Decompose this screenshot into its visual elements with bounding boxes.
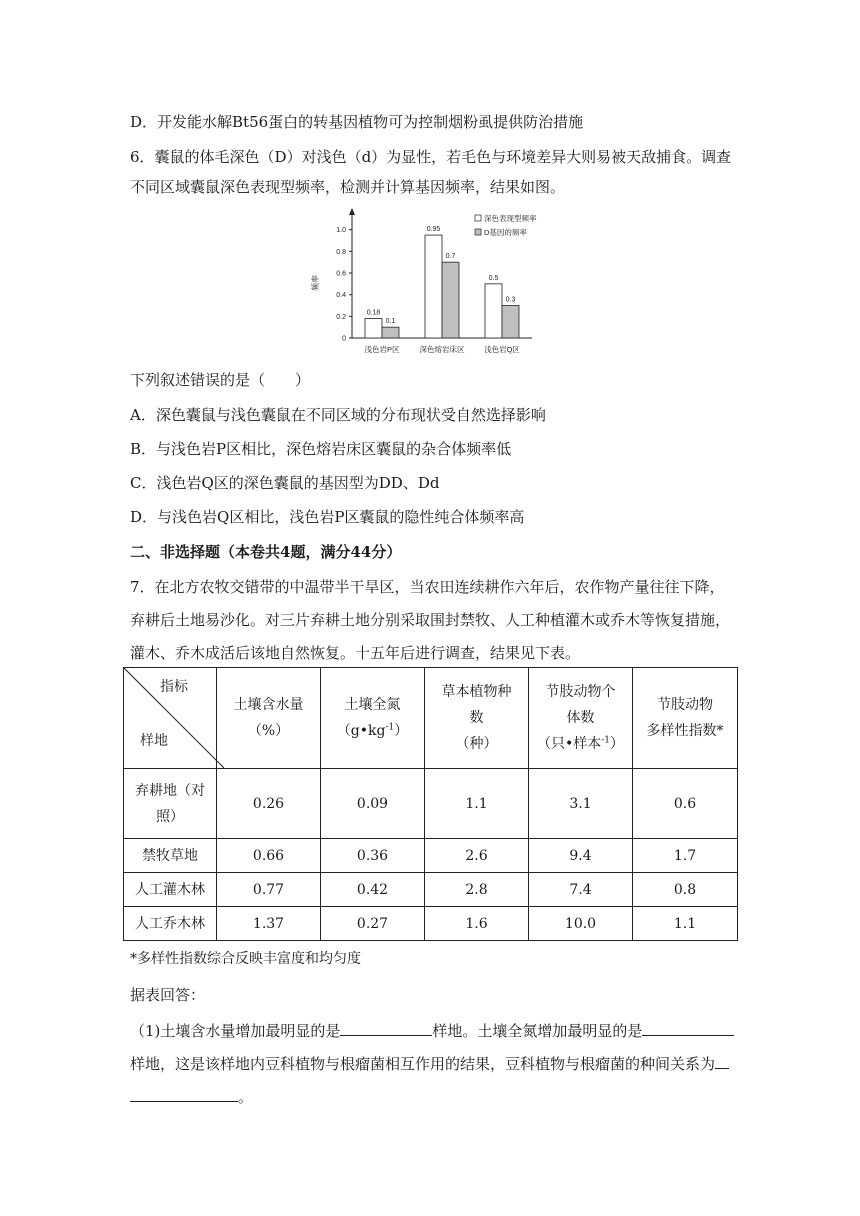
table-cell: 2.8 — [425, 873, 529, 907]
table-cell: 2.6 — [425, 839, 529, 873]
x-tick-label: 深色熔岩床区 — [419, 345, 465, 354]
y-axis-arrow — [349, 208, 355, 215]
y-tick-label: 1.0 — [336, 227, 346, 235]
answer-blank[interactable] — [130, 1086, 238, 1102]
text-segment: 样地，这是该样地内豆科植物与根瘤菌相互作用的结果，豆科植物与根瘤菌的种间关系为 — [130, 1055, 716, 1073]
question-7-stem-line2: 弃耕后土地易沙化。对三片弃耕土地分别采取围封禁牧、人工种植灌木或乔木等恢复措施， — [130, 611, 731, 629]
table-cell: 0.42 — [321, 873, 425, 907]
question-5-option-d: D．开发能水解Bt56蛋白的转基因植物可为控制烟粉虱提供防治措施 — [130, 113, 584, 131]
y-tick-label: 0.2 — [336, 313, 346, 321]
row-label — [124, 769, 217, 839]
table-row — [124, 873, 738, 907]
question-6-option-c: C．浅色岩Q区的深色囊鼠的基因型为DD、Dd — [130, 474, 440, 492]
question-7-part-1-line2 — [130, 1053, 729, 1074]
header-soil-nitrogen — [321, 668, 425, 769]
header-text: 多样性指数* — [646, 723, 724, 739]
y-tick-label: 0.8 — [336, 248, 346, 256]
bar-chart — [300, 205, 550, 365]
y-tick-label: 0.6 — [336, 270, 346, 278]
bar-data-label: 0.18 — [366, 309, 381, 317]
corner-bottom-label: 样地 — [140, 733, 168, 749]
bar-gene-2 — [502, 306, 519, 339]
table-row — [124, 907, 738, 941]
header-arthropod-diversity — [633, 668, 738, 769]
x-tick-label: 浅色岩P区 — [364, 345, 400, 354]
header-text: $(g•kg^{-1})$ — [336, 722, 409, 739]
y-tick-label: 0.4 — [336, 292, 346, 300]
y-axis-label: 频率 — [311, 275, 320, 291]
text-segment: （1)土壤含水量增加最明显的是 — [130, 1022, 341, 1040]
header-text: 土壤含水量 — [233, 697, 304, 713]
legend-label: D基因的频率 — [484, 228, 527, 237]
question-7-stem-line3: 灌木、乔木成活后该地自然恢复。十五年后进行调查，结果见下表。 — [130, 644, 581, 662]
answer-blank[interactable] — [642, 1020, 734, 1036]
bar-data-label: 0.5 — [488, 274, 499, 282]
table-cell: 0.09 — [321, 769, 425, 839]
table-header-row — [124, 668, 738, 769]
header-text: 数 — [469, 710, 484, 726]
legend-swatch — [475, 215, 481, 221]
bar-data-label: 0.1 — [385, 318, 396, 326]
row-label: 禁牧草地 — [124, 839, 217, 873]
row-label-text: 照） — [156, 808, 184, 825]
table-cell: 1.7 — [633, 839, 738, 873]
table-row — [124, 839, 738, 873]
table-cell: 0.36 — [321, 839, 425, 873]
answer-blank[interactable] — [715, 1053, 729, 1069]
row-label-text: 弃耕地（对 — [135, 782, 205, 799]
x-tick-label: 浅色岩Q区 — [484, 345, 520, 354]
table-cell: 7.4 — [529, 873, 633, 907]
question-6-option-d: D．与浅色岩Q区相比，浅色岩P区囊鼠的隐性纯合体频率高 — [130, 508, 525, 526]
table-cell: 0.26 — [217, 769, 321, 839]
table-corner-cell — [124, 668, 217, 769]
bar-phenotype-0 — [365, 319, 382, 339]
table-row — [124, 769, 738, 839]
table-cell: 0.8 — [633, 873, 738, 907]
table-cell: 0.66 — [217, 839, 321, 873]
table-cell: 1.1 — [633, 907, 738, 941]
question-7-part-1-line1 — [130, 1020, 734, 1041]
corner-top-label: 指标 — [160, 679, 188, 695]
header-text: 节肢动物个 — [545, 684, 616, 700]
text-segment: 样地。土壤全氮增加最明显的是 — [432, 1022, 643, 1040]
header-text-main: （g•kg — [336, 723, 386, 739]
table-cell: 0.27 — [321, 907, 425, 941]
y-tick-label: 0 — [342, 335, 346, 343]
table-cell: 10.0 — [529, 907, 633, 941]
header-text: 土壤全氮 — [344, 697, 401, 713]
table-cell: 0.6 — [633, 769, 738, 839]
header-text: （只•样本$^{-1}$） — [536, 735, 625, 752]
question-6-stem-line2: 不同区域囊鼠深色表现型频率，检测并计算基因频率，结果如图。 — [130, 178, 566, 196]
row-label: 人工乔木林 — [124, 907, 217, 941]
question-6-option-a: A．深色囊鼠与浅色囊鼠在不同区域的分布现状受自然选择影响 — [130, 406, 546, 424]
table-cell: 1.37 — [217, 907, 321, 941]
table-cell: 1.6 — [425, 907, 529, 941]
legend-swatch — [475, 229, 481, 235]
bar-data-label: 0.95 — [426, 226, 441, 234]
answer-blank[interactable] — [340, 1020, 432, 1036]
table-cell: 3.1 — [529, 769, 633, 839]
header-herb-species — [425, 668, 529, 769]
header-text: （%） — [247, 723, 290, 739]
bar-phenotype-1 — [425, 235, 442, 338]
table-cell: 0.77 — [217, 873, 321, 907]
header-soil-water — [217, 668, 321, 769]
results-table — [123, 667, 738, 941]
question-6-prompt: 下列叙述错误的是（ ） — [130, 371, 311, 389]
question-7-stem-line1: 7．在北方农牧交错带的中温带半干旱区，当农田连续耕作六年后，农作物产量往往下降， — [130, 578, 725, 596]
section-2-heading: 二、非选择题（本卷共4题，满分44分） — [130, 543, 402, 561]
table-footnote: *多样性指数综合反映丰富度和均匀度 — [130, 951, 361, 967]
question-7-part-1-line3 — [130, 1086, 253, 1107]
header-text: 体数 — [566, 710, 595, 726]
bar-gene-0 — [382, 327, 399, 338]
bar-phenotype-2 — [485, 284, 502, 338]
header-arthropod-count — [529, 668, 633, 769]
table-cell: 9.4 — [529, 839, 633, 873]
text-segment: 。 — [238, 1088, 254, 1106]
header-text: （种） — [455, 736, 498, 752]
header-text: 草本植物种 — [441, 684, 512, 700]
header-text: 节肢动物 — [657, 697, 713, 713]
row-label: 人工灌木林 — [124, 873, 217, 907]
bar-data-label: 0.7 — [445, 253, 456, 261]
answer-prompt: 据表回答： — [130, 986, 206, 1004]
table-cell: 1.1 — [425, 769, 529, 839]
bar-data-label: 0.3 — [505, 296, 516, 304]
bar-gene-1 — [442, 262, 459, 338]
legend-label: 深色表现型频率 — [484, 214, 537, 223]
question-6-stem-line1: 6．囊鼠的体毛深色（D）对浅色（d）为显性，若毛色与环境差异大则易被天敌捕食。调查 — [130, 148, 732, 166]
question-6-option-b: B．与浅色岩P区相比，深色熔岩床区囊鼠的杂合体频率低 — [130, 440, 512, 458]
